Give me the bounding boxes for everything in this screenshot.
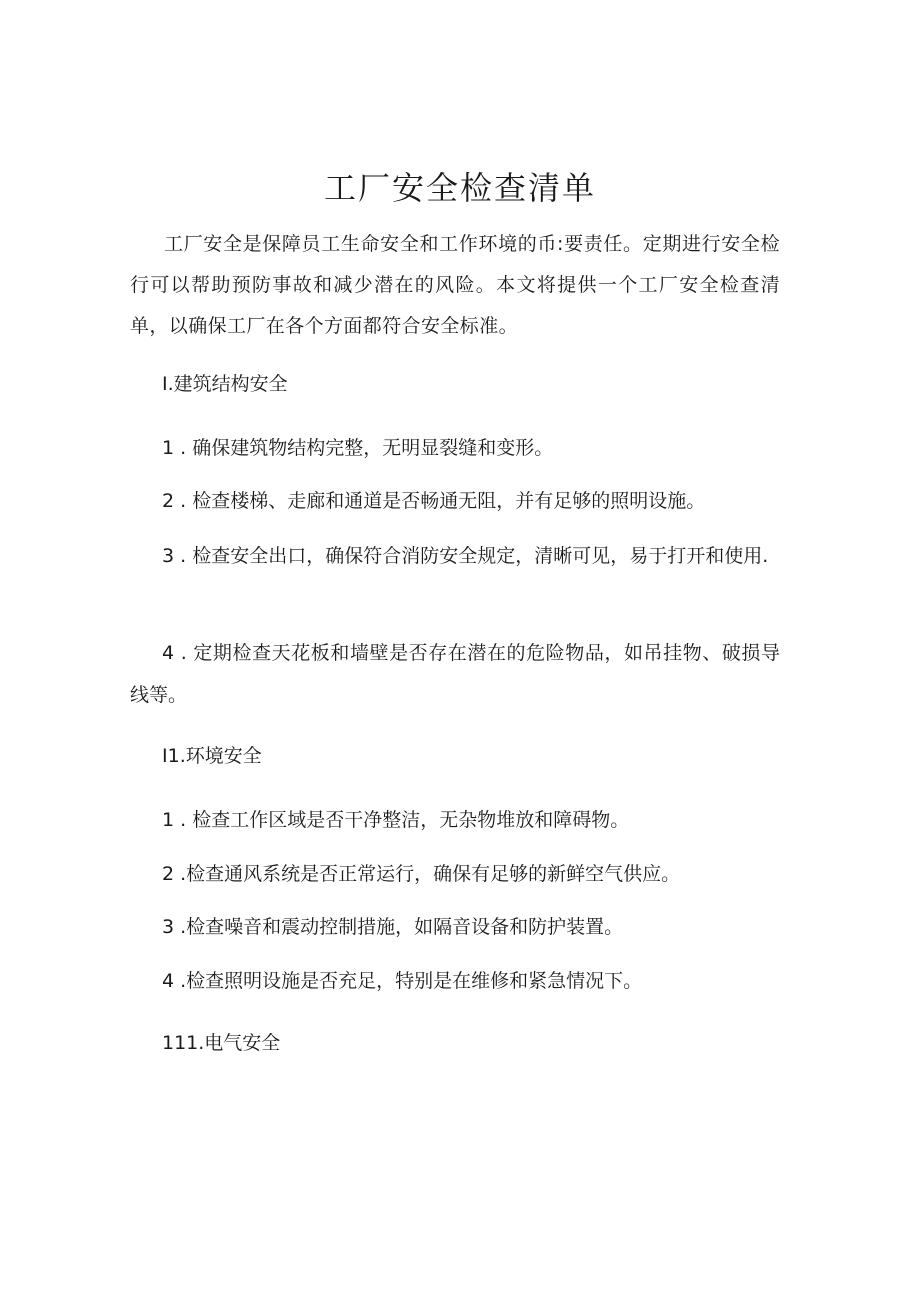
section-heading-environment: I1.环境安全: [162, 745, 262, 767]
intro-paragraph: 工厂安全是保障员工生命安全和工作环境的币:要责任。定期进行安全检行可以帮助预防事故和减少潜在的风险。本文将提供一个工厂安全检查清单，以确保工厂在各个方面都符合安全标准。: [130, 233, 780, 337]
checklist-item: 4 . 定期检查天花板和墙壁是否存在潜在的危险物品，如吊挂物、破损导线等。: [130, 642, 780, 706]
checklist-item: 2 . 检查楼梯、走廊和通道是否畅通无阻，并有足够的照明设施。: [162, 490, 706, 512]
document-title: 工厂安全检查清单: [323, 169, 596, 207]
section-heading-building: I.建筑结构安全: [162, 373, 288, 395]
checklist-item: 1 . 检查工作区域是否干净整洁，无杂物堆放和障碍物。: [162, 809, 630, 831]
checklist-item: 3 . 检查安全出口，确保符合消防安全规定，清晰可见，易于打开和使用.: [162, 545, 769, 567]
checklist-item: 3 .检查噪音和震动控制措施，如隔音设备和防护装置。: [162, 916, 624, 938]
checklist-item: 4 .检查照明设施是否充足，特别是在维修和紧急情况下。: [162, 970, 643, 992]
checklist-item: 2 .检查通风系统是否正常运行，确保有足够的新鲜空气供应。: [162, 863, 681, 885]
section-heading-electrical: 111.电气安全: [162, 1032, 281, 1054]
checklist-item: 1 . 确保建筑物结构完整，无明显裂缝和变形。: [162, 437, 554, 459]
